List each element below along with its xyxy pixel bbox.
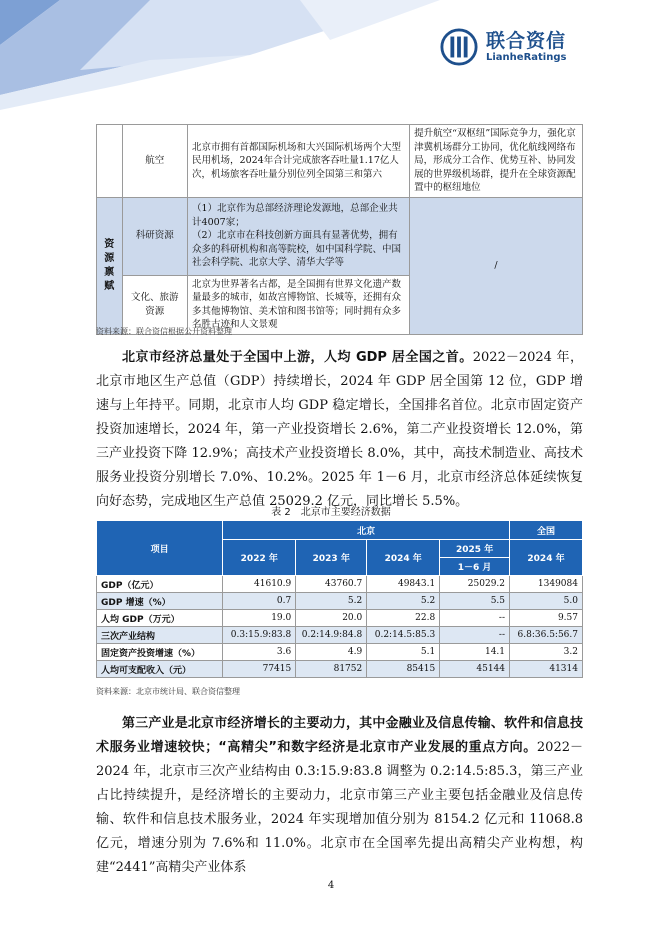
brand-name-en: LianheRatings	[486, 52, 567, 63]
para-lead: 第三产业是北京市经济增长的主要动力，其中金融业及信息传输、软件和信息技术服务业增速较快；“高精尖”和数字经济是北京市产业发展的重点方向。	[96, 716, 583, 755]
cell-value: 5.2	[296, 593, 367, 610]
paragraph-industry	[96, 712, 583, 880]
header-year: 2022 年	[223, 540, 296, 576]
cell-value: 85415	[367, 661, 440, 678]
brand-logo	[440, 28, 566, 66]
economic-data-table	[96, 520, 583, 678]
resource-category: 科研资源	[122, 197, 187, 275]
cell-value: 20.0	[296, 610, 367, 627]
cell-value: 41610.9	[223, 576, 296, 593]
para-body: 2022－2024 年，北京市三次产业结构由 0.3:15.9:83.8 调整为 0.2:14.5:85.3，第三产业占比持续提升，是经济增长的主要动力，北京市第三产业主要包括金融业及信息传输、软件和信息技术服务业，2024 年实现增加值分别为 8154.2 亿元和 11068.8 亿元，增速分别为 7.6%和 11.0%。北京市在全国率先提出高精尖产业构想，构建“2441”高精尖产业体系	[96, 740, 583, 875]
cell-value: 22.8	[367, 610, 440, 627]
table-row	[97, 661, 583, 678]
side-header: 资源禀赋	[97, 197, 123, 334]
cell-value: 81752	[296, 661, 367, 678]
desc-line: （2）北京市在科技创新方面具有显著优势，拥有众多的科研机构和高等院校，如中国科学院、中国社会科学院、北京大学、清华大学等	[192, 230, 402, 269]
header-year: 2024 年	[367, 540, 440, 576]
table-row	[97, 576, 583, 593]
header-national-year: 2024 年	[510, 540, 583, 576]
header-year-2025: 2025 年	[440, 540, 510, 558]
cell-value: 19.0	[223, 610, 296, 627]
cell-value: 3.6	[223, 644, 296, 661]
cell-value: 43760.7	[296, 576, 367, 593]
row-label: 人均可支配收入（元）	[97, 661, 223, 678]
cell-value: 0.7	[223, 593, 296, 610]
row-label: 固定资产投资增速（%）	[97, 644, 223, 661]
cell-value: 5.1	[367, 644, 440, 661]
cell-value: 0.2:14.5:85.3	[367, 627, 440, 644]
cell-value: 14.1	[440, 644, 510, 661]
brand-name-cn: 联合资信	[486, 30, 567, 52]
table-row	[97, 610, 583, 627]
header-year: 2023 年	[296, 540, 367, 576]
paragraph-economy	[96, 346, 583, 514]
page-number: 4	[327, 880, 335, 891]
cell-value: 77415	[223, 661, 296, 678]
resource-description: 北京市拥有首都国际机场和大兴国际机场两个大型民用机场，2024年合计完成旅客吞吐量1.17亿人次，机场旅客吞吐量分别位列全国第三和第六	[188, 125, 410, 198]
brand-mark-icon	[440, 28, 478, 66]
resource-category: 航空	[122, 125, 187, 198]
cell-value: 49843.1	[367, 576, 440, 593]
table-row	[97, 593, 583, 610]
resource-category: 文化、旅游资源	[122, 275, 187, 334]
table-cell-blank	[97, 125, 123, 198]
desc-line: （1）北京作为总部经济理论发源地，总部企业共计4007家；	[192, 203, 398, 228]
row-label: GDP（亿元）	[97, 576, 223, 593]
cell-value: 5.0	[510, 593, 583, 610]
resource-remark: 提升航空“双枢纽”国际竞争力，强化京津冀机场群分工协同，优化航线网络布局，形成分工合作、优势互补、协同发展的世界级机场群，提升在全球资源配置中的枢纽地位	[410, 125, 583, 198]
table2-source: 资料来源：北京市统计局、联合资信整理	[96, 687, 240, 696]
cell-value: --	[440, 627, 510, 644]
row-label: 人均 GDP（万元）	[97, 610, 223, 627]
cell-value: 5.5	[440, 593, 510, 610]
cell-value: 6.8:36.5:56.7	[510, 627, 583, 644]
table1-source: 资料来源：联合资信根据公开资料整理	[96, 327, 232, 336]
cell-value: 1349084	[510, 576, 583, 593]
header-national: 全国	[510, 521, 583, 540]
table2-caption: 表 2 北京市主要经济数据	[271, 507, 391, 518]
table-row	[97, 627, 583, 644]
cell-value: 9.57	[510, 610, 583, 627]
header-beijing: 北京	[223, 521, 510, 540]
para-body: 2022－2024 年，北京市地区生产总值（GDP）持续增长，2024 年 GDP 居全国第 12 位，GDP 增速与上年持平。同期，北京市人均 GDP 稳定增长，全国排名首位。北京市固定资产投资加速增长，2024 年，第一产业投资增长 2.6%，第二产业投资增长 12.0%，第三产业投资下降 12.9%；高技术产业投资增长 8.0%，其中，高技术制造业、高技术服务业投资分别增长 7.0%、10.2%。2025 年 1－6 月，北京市经济总体延续恢复向好态势，完成地区生产总值 25029.2 亿元，同比增长 5.5%。	[96, 350, 583, 509]
table-row	[97, 644, 583, 661]
cell-value: 0.3:15.9:83.8	[223, 627, 296, 644]
row-label: GDP 增速（%）	[97, 593, 223, 610]
header-period: 1－6 月	[440, 558, 510, 576]
cell-value: 5.2	[367, 593, 440, 610]
resource-description	[188, 197, 410, 275]
cell-value: 3.2	[510, 644, 583, 661]
row-label: 三次产业结构	[97, 627, 223, 644]
header-item: 项目	[97, 521, 223, 576]
cell-value: 4.9	[296, 644, 367, 661]
cell-value: --	[440, 610, 510, 627]
resource-table	[96, 124, 583, 335]
cell-value: 41314	[510, 661, 583, 678]
resource-remark: /	[410, 197, 583, 334]
cell-value: 25029.2	[440, 576, 510, 593]
cell-value: 45144	[440, 661, 510, 678]
para-lead: 北京市经济总量处于全国中上游，人均 GDP 居全国之首。	[122, 350, 473, 365]
resource-description: 北京为世界著名古都，是全国拥有世界文化遗产数量最多的城市，如故宫博物馆、长城等，还拥有众多其他博物馆、美术馆和图书馆等；同时拥有众多名胜古迹和人文景观	[188, 275, 410, 334]
cell-value: 0.2:14.9:84.8	[296, 627, 367, 644]
